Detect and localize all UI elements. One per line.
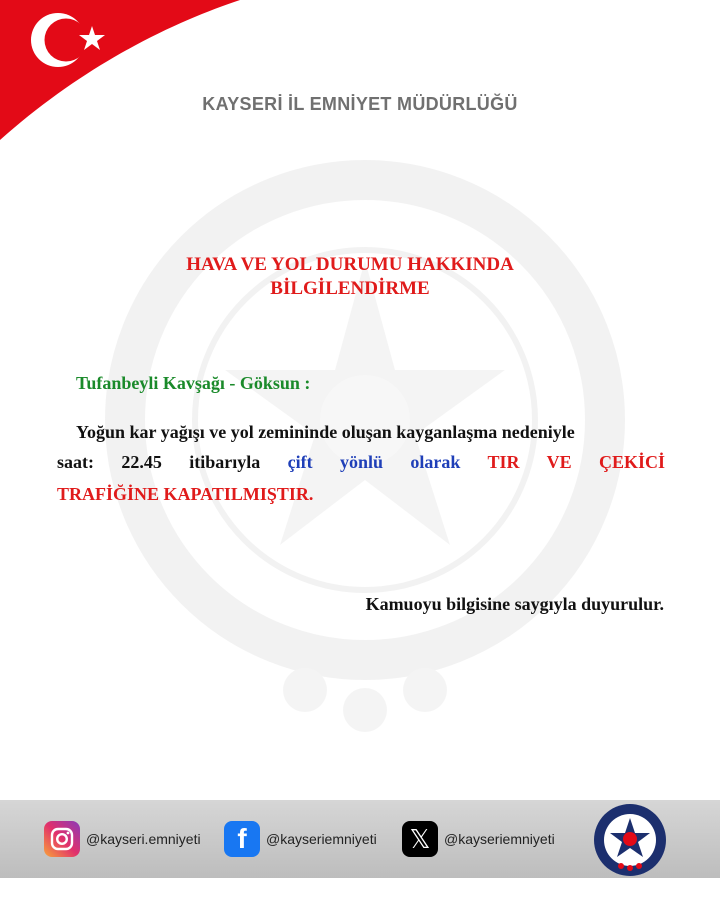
body-direction-text: çift yönlü olarak — [287, 452, 461, 472]
instagram-handle: @kayseri.emniyeti — [86, 831, 201, 847]
notice-title-line1: HAVA VE YOL DURUMU HAKKINDA — [186, 254, 514, 275]
body-vehicle-text: TIR VE ÇEKİCİ — [487, 452, 665, 472]
x-handle: @kayseriemniyeti — [444, 831, 555, 847]
facebook-link[interactable] — [224, 820, 377, 858]
instagram-icon — [44, 821, 80, 857]
body-line-3: TRAFİĞİNE KAPATILMIŞTIR. — [57, 484, 314, 504]
body-line-1: Yoğun kar yağışı ve yol zemininde oluşan kayganlaşma nedeniyle — [76, 422, 575, 442]
organization-title: KAYSERİ İL EMNİYET MÜDÜRLÜĞÜ — [202, 94, 518, 114]
instagram-link[interactable] — [44, 820, 201, 858]
facebook-handle: @kayseriemniyeti — [266, 831, 377, 847]
body-line-2 — [57, 452, 665, 473]
closing-statement: Kamuoyu bilgisine saygıyla duyurulur. — [365, 594, 664, 614]
egm-watermark-icon — [85, 150, 645, 740]
facebook-icon: f — [224, 821, 260, 857]
turkish-flag-icon — [0, 0, 240, 150]
notice-title-line2: BİLGİLENDİRME — [270, 278, 430, 299]
x-link[interactable] — [402, 820, 555, 858]
x-icon: 𝕏 — [402, 821, 438, 857]
body-time-text: saat: 22.45 itibarıyla — [57, 452, 261, 472]
egm-police-badge-icon — [586, 802, 674, 878]
location-heading: Tufanbeyli Kavşağı - Göksun : — [76, 373, 311, 393]
